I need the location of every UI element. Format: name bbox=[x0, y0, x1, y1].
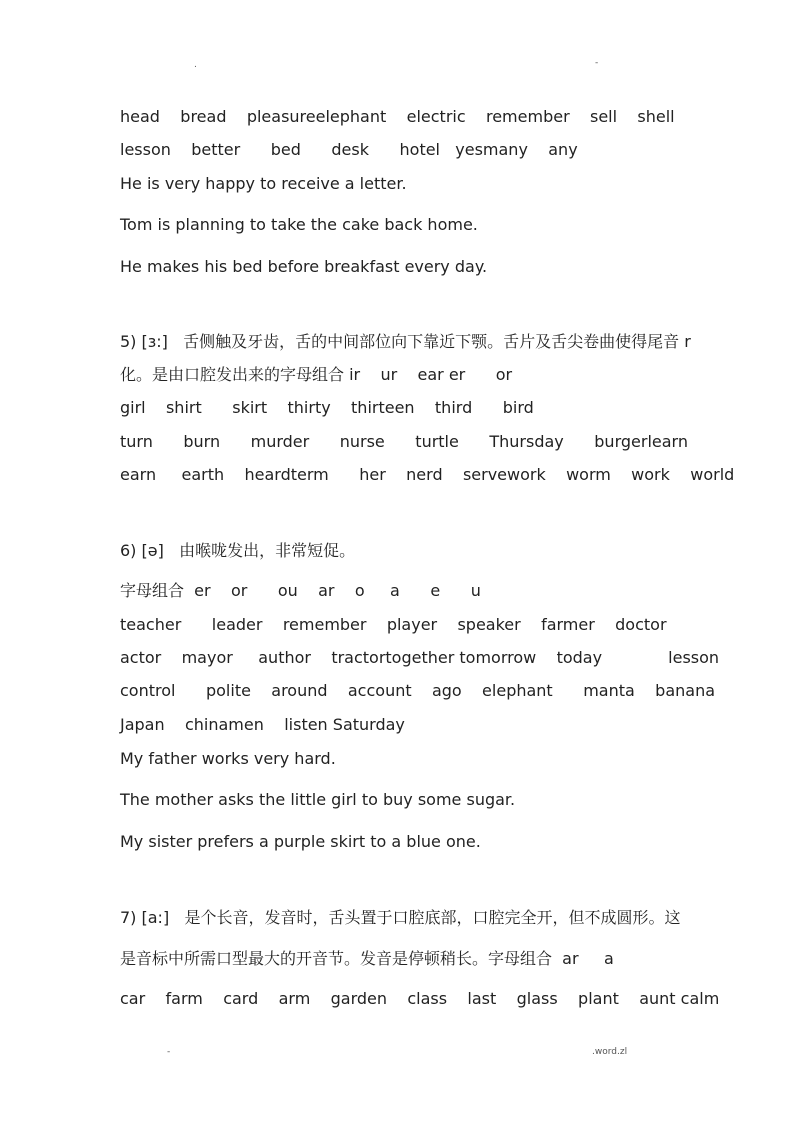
example-sentence: My sister prefers a purple skirt to a blue one. bbox=[120, 832, 481, 851]
word-list-line: lesson better bed desk hotel yesmany any bbox=[120, 140, 578, 159]
header-left-mark: . bbox=[194, 60, 197, 70]
section-heading: 5) [ɜ:] 舌侧触及牙齿，舌的中间部位向下靠近下颚。舌片及舌尖卷曲使得尾音 r bbox=[120, 332, 691, 351]
section-heading: 6) [ə] 由喉咙发出，非常短促。 bbox=[120, 541, 356, 560]
section-heading: 7) [a:] 是个长音，发音时，舌头置于口腔底部，口腔完全开，但不成圆形。这 bbox=[120, 908, 681, 927]
word-list-line: car farm card arm garden class last glass plant aunt calm bbox=[120, 989, 720, 1008]
word-list-line: control polite around account ago elephant manta banana bbox=[120, 681, 716, 700]
footer-right-text: .word.zl bbox=[592, 1047, 628, 1057]
word-list-line: actor mayor author tractortogether tomorrow today lesson bbox=[120, 648, 720, 667]
example-sentence: He makes his bed before breakfast every day. bbox=[120, 257, 488, 276]
footer-left-mark: - bbox=[167, 1047, 171, 1057]
example-sentence: The mother asks the little girl to buy some sugar. bbox=[120, 790, 516, 809]
word-list-line: teacher leader remember player speaker farmer doctor bbox=[120, 615, 667, 634]
header-right-mark: - bbox=[595, 58, 599, 68]
section-description: 字母组合 er or ou ar o a e u bbox=[120, 581, 481, 600]
section-description: 化。是由口腔发出来的字母组合 ir ur ear er or bbox=[120, 365, 513, 384]
word-list-line: Japan chinamen listen Saturday bbox=[120, 715, 405, 734]
section-description: 是音标中所需口型最大的开音节。发音是停顿稍长。字母组合 ar a bbox=[120, 949, 614, 968]
example-sentence: He is very happy to receive a letter. bbox=[120, 174, 407, 193]
word-list-line: turn burn murder nurse turtle Thursday burgerlearn bbox=[120, 432, 688, 451]
example-sentence: My father works very hard. bbox=[120, 749, 336, 768]
word-list-line: girl shirt skirt thirty thirteen third bird bbox=[120, 398, 534, 417]
example-sentence: Tom is planning to take the cake back home. bbox=[120, 215, 478, 234]
word-list-line: earn earth heardterm her nerd servework worm work world bbox=[120, 465, 735, 484]
word-list-line: head bread pleasureelephant electric remember sell shell bbox=[120, 107, 675, 126]
